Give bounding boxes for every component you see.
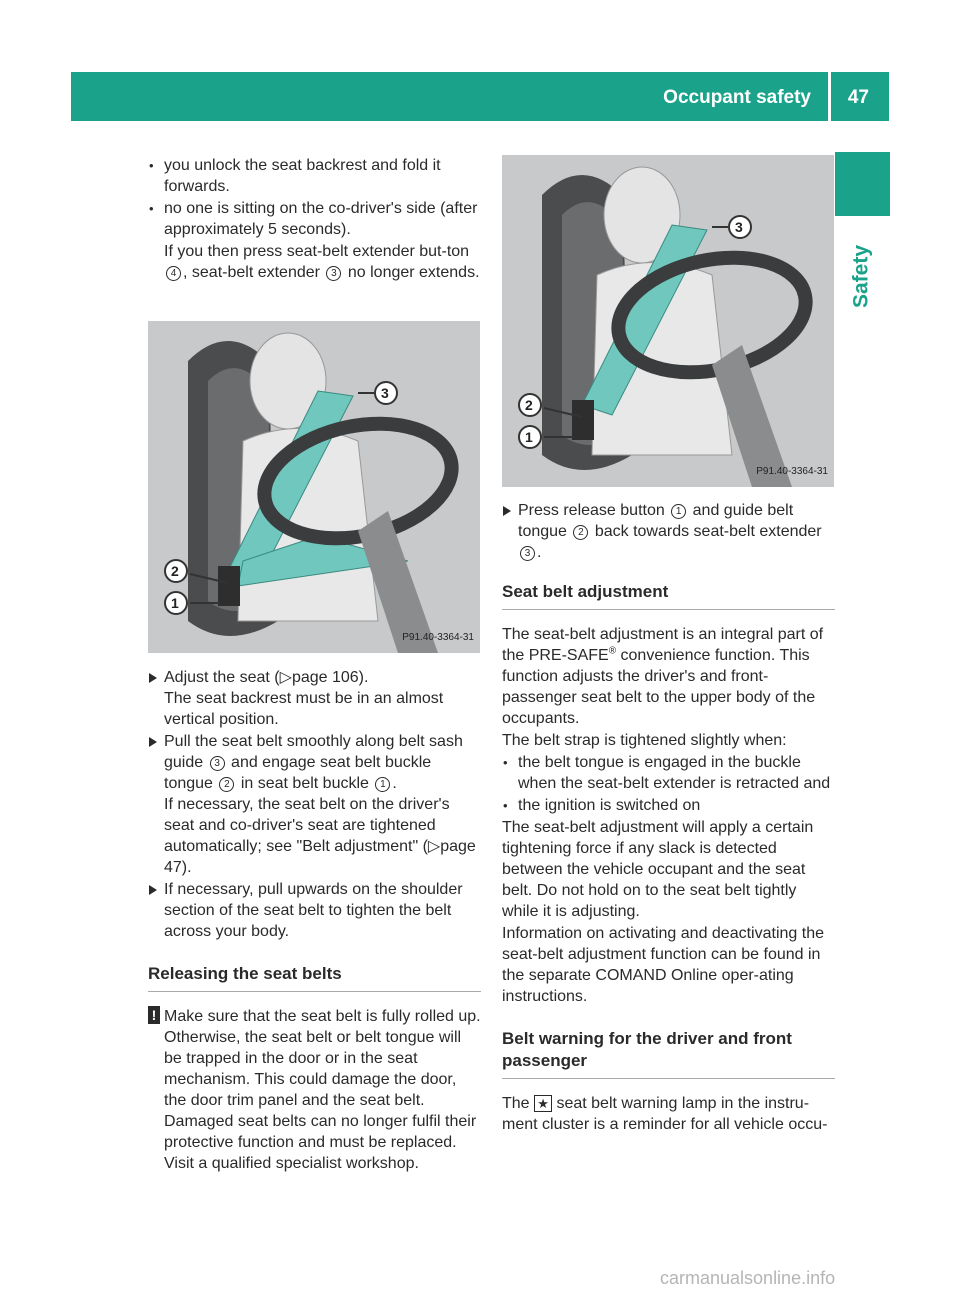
belt-warning-paragraph: The ★ seat belt warning lamp in the instru-ment cluster is a reminder for all vehicle occu- <box>502 1095 828 1133</box>
seat-belt-warning-lamp-icon: ★ <box>534 1095 552 1112</box>
page-number: 47 <box>847 87 869 108</box>
bullet-belt-tongue-engaged: • the belt tongue is engaged in the buckle when the seat-belt extender is retracted and <box>502 752 835 794</box>
adjust-paragraph-1: The seat-belt adjustment is an integral part of the PRE-SAFE® convenience function. This function adjusts the driver's and front-passenger seat belt to the upper body of the occupants. <box>502 626 824 727</box>
figure-callout-2-label: 2 <box>171 563 179 579</box>
marker-3-icon: 3 <box>520 546 535 561</box>
warning-roll-up-belt: ! Make sure that the seat belt is fully rolled up. Otherwise, the seat belt or belt tongue will be trapped in the door or in the seat mechanism. This could damage the door, the door trim panel and the seat belt. Damaged seat belts can no longer fulfil their protective function and must be replaced. Visit a qualified specialist workshop. <box>148 1006 481 1174</box>
figure-code: P91.40-3364-31 <box>402 632 474 643</box>
bullet-unlock-backrest: • you unlock the seat backrest and fold it forwards. <box>148 155 481 197</box>
left-column-bottom <box>148 667 481 1174</box>
figure-callout-3-label: 3 <box>381 385 389 401</box>
figure-fasten-belt <box>148 321 480 653</box>
figure-callout-3-label: 3 <box>735 219 743 235</box>
marker-1-icon: 1 <box>671 504 686 519</box>
marker-3-icon: 3 <box>210 756 225 771</box>
adjust-paragraph-4: Information on activating and deactivating the seat-belt adjustment function can be found in the separate COMAND Online oper-ating instructions. <box>502 925 824 1005</box>
page-header <box>71 72 889 121</box>
right-column <box>502 500 835 1135</box>
figure-callout-1-label: 1 <box>525 429 533 445</box>
marker-2-icon: 2 <box>219 777 234 792</box>
adjust-paragraph-3: The seat-belt adjustment will apply a certain tightening force if any slack is detected between the vehicle occupant and the seat belt. Do not hold on to the seat belt tightly while it is adjusting. <box>502 819 814 920</box>
step-tighten-belt: If necessary, pull upwards on the shoulder section of the seat belt to tighten the belt across your body. <box>148 879 481 942</box>
figure-callout-1-label: 1 <box>171 595 179 611</box>
heading-seat-belt-adjustment: Seat belt adjustment <box>502 581 835 610</box>
adjust-paragraph-2: The belt strap is tightened slightly when: <box>502 732 787 749</box>
figure-release-belt <box>502 155 834 487</box>
step-release-belt: Press release button 1 and guide belt tongue 2 back towards seat-belt extender 3 . <box>502 500 835 563</box>
heading-belt-warning: Belt warning for the driver and front passenger <box>502 1028 835 1079</box>
marker-1-icon: 1 <box>375 777 390 792</box>
watermark: carmanualsonline.info <box>660 1268 836 1288</box>
figure-code: P91.40-3364-31 <box>756 466 828 477</box>
bullet-no-codriver: • no one is sitting on the co-driver's side (after approximately 5 seconds). <box>148 198 481 240</box>
heading-releasing-seat-belts: Releasing the seat belts <box>148 963 481 992</box>
marker-3-icon: 3 <box>326 266 341 281</box>
chapter-tab-marker <box>835 152 890 216</box>
illustration-driver-release <box>502 155 834 487</box>
marker-4-icon: 4 <box>166 266 181 281</box>
section-title: Occupant safety <box>663 87 811 108</box>
chapter-tab-label: Safety <box>849 244 873 309</box>
bullet-ignition-on: • the ignition is switched on <box>502 795 835 816</box>
figure-callout-2-label: 2 <box>525 397 533 413</box>
step-pull-belt: Pull the seat belt smoothly along belt sash guide 3 and engage seat belt buckle tongue 2 in seat belt buckle 1 . If necessary, the seat belt on the driver's seat and co-driver's seat are tightened automatically; see "Belt adjustment" (▷page 47). <box>148 731 481 878</box>
page-ref-icon: ▷ <box>427 838 441 855</box>
step-adjust-seat: Adjust the seat (▷page 106). The seat backrest must be in an almost vertical position. <box>148 667 481 730</box>
header-divider <box>828 72 831 121</box>
marker-2-icon: 2 <box>573 525 588 540</box>
left-column-top <box>148 155 481 283</box>
extender-note: If you then press seat-belt extender but-ton 4 , seat-belt extender 3 no longer extends. <box>164 243 480 281</box>
page-ref-icon: ▷ <box>279 669 292 686</box>
illustration-driver-belt <box>148 321 480 653</box>
